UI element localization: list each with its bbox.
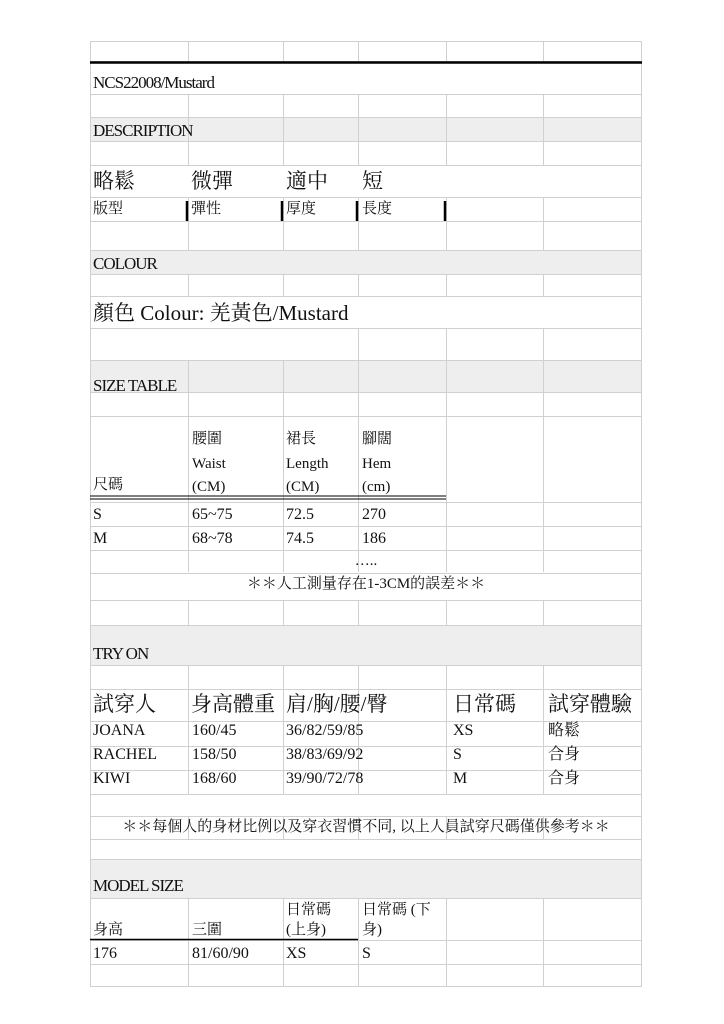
measurement-note: ＊＊人工測量存在1-3CM的誤差＊＊: [246, 576, 486, 592]
waist-header-unit: (CM): [192, 479, 226, 495]
try-on-header-fit: 試穿體驗: [548, 692, 632, 716]
stretch-label: 彈性: [191, 201, 222, 217]
hem-header-zh: 腳闊: [362, 431, 393, 447]
fit-label: 版型: [93, 201, 124, 217]
model-bottom-header-line1: 日常碼 (下: [362, 902, 431, 918]
try-on-fit: 略鬆: [548, 722, 581, 739]
try-on-note: ＊＊每個人的身材比例以及穿衣習慣不同, 以上人員試穿尺碼僅供參考＊＊: [122, 819, 610, 835]
try-on-fit: 合身: [548, 770, 581, 787]
thickness-value: 適中: [286, 169, 328, 193]
size-cell: M: [93, 530, 108, 547]
waist-cell: 68~78: [192, 530, 233, 547]
try-on-height-weight: 160/45: [192, 722, 237, 739]
try-on-usual-size: M: [453, 770, 468, 787]
try-on-heading: TRY ON: [93, 644, 149, 663]
model-bottom-value: S: [362, 945, 371, 962]
try-on-header-person: 試穿人: [93, 692, 156, 716]
length-header-unit: (CM): [286, 479, 320, 495]
try-on-measurements: 39/90/72/78: [286, 770, 364, 787]
try-on-fit: 合身: [548, 746, 581, 763]
model-bust-header: 三圍: [192, 922, 223, 938]
waist-header-zh: 腰圍: [192, 431, 223, 447]
size-cell: S: [93, 506, 102, 523]
hem-cell: 270: [362, 506, 386, 523]
try-on-usual-size: XS: [453, 722, 474, 739]
model-height-value: 176: [93, 945, 117, 962]
try-on-header-usual-size: 日常碼: [453, 692, 516, 716]
hem-header-unit: (cm): [362, 479, 391, 495]
length-header-en: Length: [286, 456, 329, 472]
try-on-measurements: 36/82/59/85: [286, 722, 364, 739]
model-size-heading: MODEL SIZE: [93, 876, 183, 895]
size-table-heading: SIZE TABLE: [93, 376, 177, 395]
colour-heading: COLOUR: [93, 254, 157, 273]
length-cell: 74.5: [286, 530, 314, 547]
try-on-height-weight: 158/50: [192, 746, 237, 763]
model-bottom-header-line2: 身): [362, 922, 382, 938]
fit-value: 略鬆: [93, 169, 135, 193]
try-on-height-weight: 168/60: [192, 770, 237, 787]
try-on-usual-size: S: [453, 746, 462, 763]
model-bust-value: 81/60/90: [192, 945, 249, 962]
length-value: 短: [362, 169, 383, 193]
try-on-name: KIWI: [93, 770, 131, 787]
model-top-value: XS: [286, 945, 307, 962]
try-on-header-measurements: 肩/胸/腰/臀: [286, 692, 388, 716]
model-top-header-line1: 日常碼: [286, 902, 332, 918]
length-header-zh: 裙長: [286, 431, 317, 447]
length-cell: 72.5: [286, 506, 314, 523]
hem-header-en: Hem: [362, 456, 392, 472]
try-on-name: JOANA: [93, 722, 146, 739]
waist-header-en: Waist: [192, 456, 226, 472]
model-top-header-line2: (上身): [286, 922, 326, 938]
stretch-value: 微彈: [191, 169, 233, 193]
colour-text: 顏色 Colour: 羌黃色/Mustard: [93, 301, 349, 325]
description-heading: DESCRIPTION: [93, 121, 193, 140]
try-on-measurements: 38/83/69/92: [286, 746, 364, 763]
waist-cell: 65~75: [192, 506, 233, 523]
size-table-ellipsis: …..: [354, 553, 378, 569]
try-on-header-height-weight: 身高體重: [191, 692, 275, 716]
spec-sheet: [90, 41, 642, 987]
try-on-name: RACHEL: [93, 746, 157, 763]
model-height-header: 身高: [93, 922, 124, 938]
length-label: 長度: [362, 201, 393, 217]
thickness-label: 厚度: [286, 201, 317, 217]
size-header: 尺碼: [93, 477, 124, 493]
product-code: NCS22008/Mustard: [93, 73, 214, 92]
hem-cell: 186: [362, 530, 386, 547]
